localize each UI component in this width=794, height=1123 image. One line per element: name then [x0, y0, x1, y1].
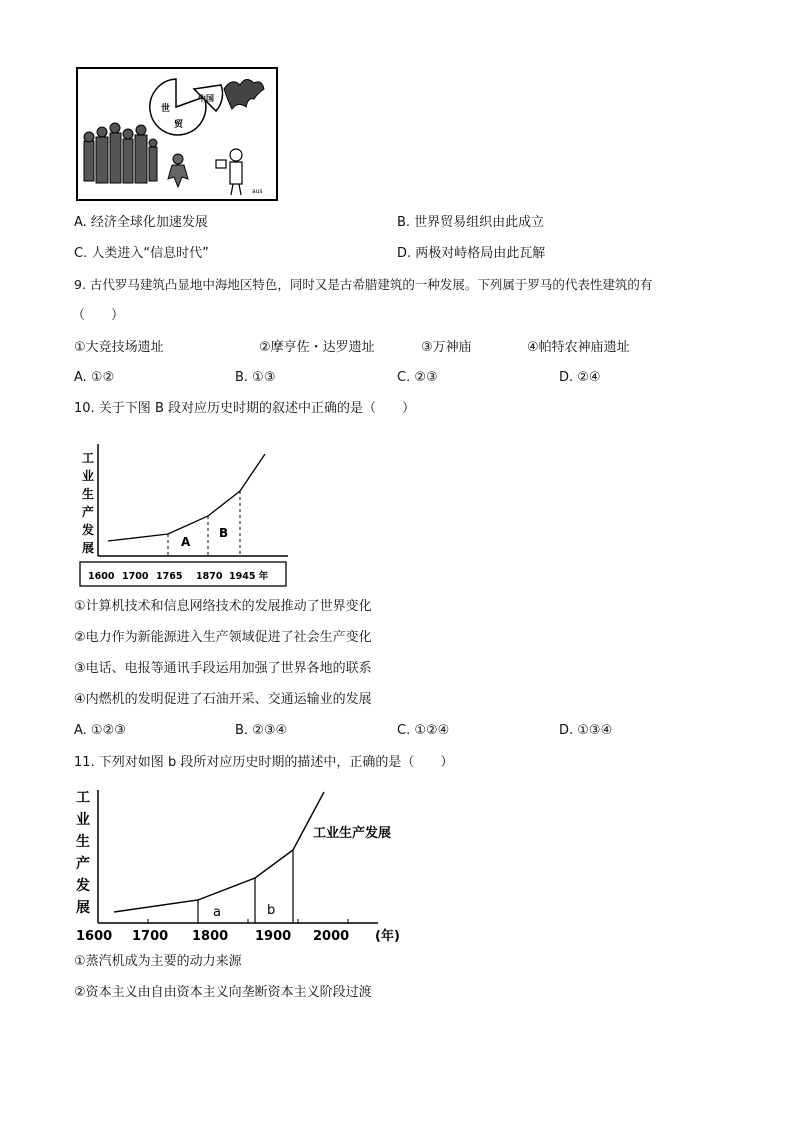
q11-chart: [72, 786, 412, 946]
q11-y-label-char: 工: [76, 790, 90, 806]
q10-y-label-char: 工: [82, 451, 95, 465]
q11-tick-1600: 1600: [76, 929, 113, 944]
q11-series-label: 工业生产发展: [313, 826, 392, 841]
q11-item-2: ②资本主义由自由资本主义向垄断资本主义阶段过渡: [74, 985, 372, 1000]
cartoon-label-world: 世: [161, 104, 171, 114]
q10-option-d: D. ①③④: [559, 723, 613, 738]
q8-option-b: B. 世界贸易组织由此成立: [397, 215, 545, 230]
q10-tick-1765: 1765: [156, 571, 183, 582]
q9-item-1: ①大竞技场遗址: [74, 340, 164, 355]
q10-tick-1870: 1870: [196, 571, 223, 582]
cartoon-label-trade: 贸: [174, 120, 184, 130]
q10-chart: [76, 440, 291, 590]
q10-tick-1945: 1945 年: [229, 571, 269, 582]
q8-option-d: D. 两极对峙格局由此瓦解: [397, 246, 546, 261]
q8-option-a: A. 经济全球化加速发展: [74, 215, 208, 230]
cartoon-label-china: 中国: [198, 94, 214, 103]
svg-text:aus: aus: [252, 188, 263, 195]
q9-option-c: C. ②③: [397, 370, 438, 385]
q9-bracket: （ ）: [72, 308, 125, 323]
q10-y-label: [81, 451, 94, 555]
q10-item-2: ②电力作为新能源进入生产领域促进了社会生产变化: [74, 630, 372, 645]
q11-y-label-char: 展: [76, 900, 90, 916]
q10-tick-1700: 1700: [122, 571, 149, 582]
q11-segment-b: b: [267, 903, 276, 918]
q10-item-1: ①计算机技术和信息网络技术的发展推动了世界变化: [74, 599, 372, 614]
q11-y-label-char: 业: [76, 812, 90, 828]
q10-segment-a: A: [181, 535, 191, 549]
q10-item-4: ④内燃机的发明促进了石油开采、交通运输业的发展: [74, 692, 372, 707]
q9-option-d: D. ②④: [559, 370, 601, 385]
q11-x-unit: (年): [375, 929, 400, 944]
q10-segment-b: B: [219, 526, 229, 540]
q11-segment-a: a: [213, 905, 221, 920]
q9-item-3: ③万神庙: [421, 340, 472, 355]
q10-option-b: B. ②③④: [235, 723, 288, 738]
q10-y-label-char: 产: [82, 505, 95, 519]
q10-y-label-char: 发: [82, 523, 95, 537]
q9-item-2: ②摩亨佐・达罗遗址: [259, 340, 375, 355]
q9-option-a: A. ①②: [74, 370, 115, 385]
q10-y-label-char: 业: [82, 469, 95, 483]
q11-stem: 11. 下列对如图 b 段所对应历史时期的描述中，正确的是（ ）: [74, 755, 454, 770]
q11-tick-1800: 1800: [192, 929, 229, 944]
q10-option-c: C. ①②④: [397, 723, 450, 738]
q11-y-label-char: 产: [76, 856, 90, 872]
q9-option-b: B. ①③: [235, 370, 276, 385]
q9-stem: 9. 古代罗马建筑凸显地中海地区特色，同时又是古希腊建筑的一种发展。下列属于罗马的代表性建筑的有: [74, 277, 653, 292]
q11-y-label-char: 生: [76, 834, 90, 850]
q10-tick-1600: 1600: [88, 571, 115, 582]
q11-tick-1900: 1900: [255, 929, 292, 944]
q8-option-c: C. 人类进入“信息时代”: [74, 246, 209, 261]
q11-tick-2000: 2000: [313, 929, 350, 944]
q10-y-label-char: 展: [82, 541, 95, 555]
q10-option-a: A. ①②③: [74, 723, 126, 738]
q9-item-4: ④帕特农神庙遗址: [527, 340, 630, 355]
q11-tick-1700: 1700: [132, 929, 169, 944]
q10-series-line: [108, 454, 265, 541]
cartoon-illustration: [76, 67, 278, 201]
q11-y-label-char: 发: [76, 878, 90, 894]
q10-item-3: ③电话、电报等通讯手段运用加强了世界各地的联系: [74, 661, 372, 676]
q10-stem: 10. 关于下图 B 段对应历史时期的叙述中正确的是（ ）: [74, 401, 415, 416]
q11-item-1: ①蒸汽机成为主要的动力来源: [74, 954, 242, 969]
q10-y-label-char: 生: [82, 487, 95, 501]
